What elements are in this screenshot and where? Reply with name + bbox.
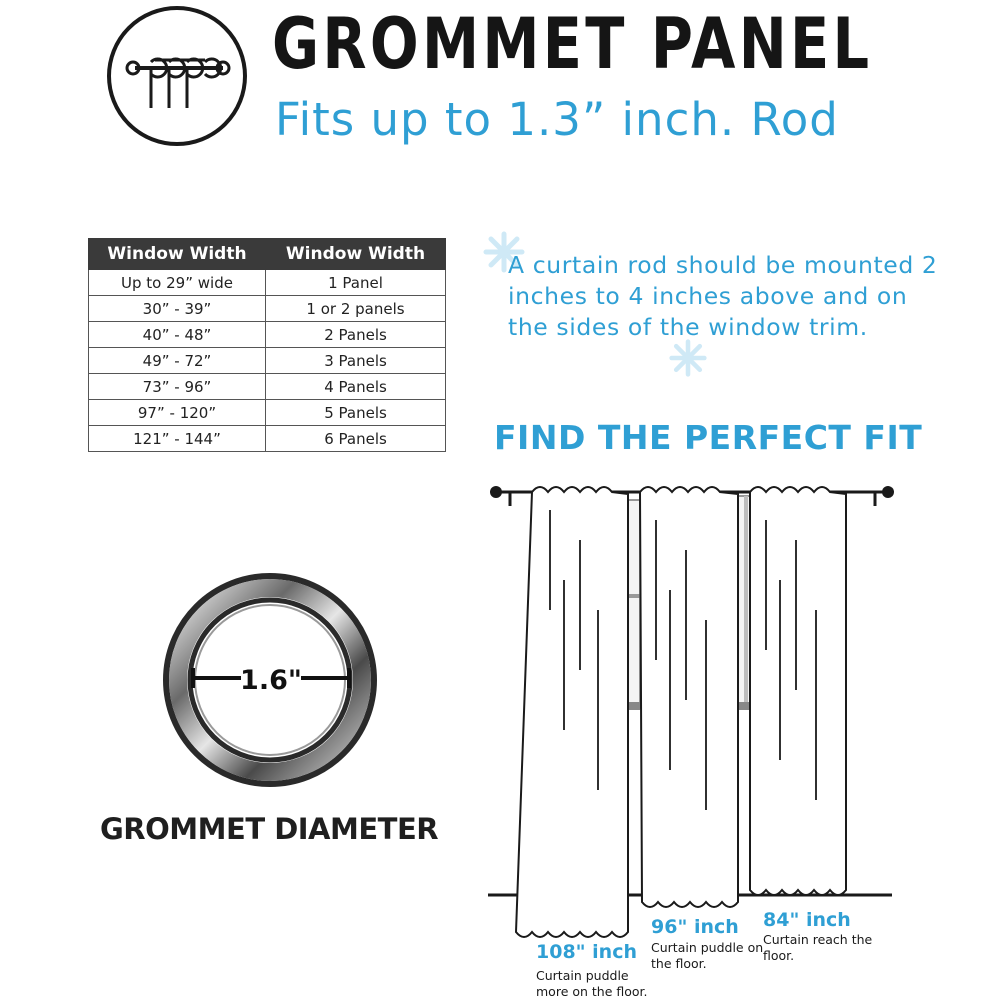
table-cell-width: 121” - 144” [89, 426, 266, 452]
table-header-cell: Window Width [89, 239, 266, 270]
sparkle-icon [668, 338, 708, 378]
grommet-diameter-label: GROMMET DIAMETER [100, 812, 439, 846]
table-row [89, 400, 446, 426]
table-cell-width: 40” - 48” [89, 322, 266, 348]
table-cell-width: 30” - 39” [89, 296, 266, 322]
table-row [89, 322, 446, 348]
table-cell-width: 49” - 72” [89, 348, 266, 374]
fit-section-title: FIND THE PERFECT FIT [494, 418, 923, 457]
table-cell-panels: 6 Panels [266, 426, 446, 452]
curtain-rod-icon [111, 10, 243, 142]
table-cell-width: 73” - 96” [89, 374, 266, 400]
curtain-illustration-icon [480, 470, 900, 950]
table-cell-panels: 4 Panels [266, 374, 446, 400]
table-header-row [89, 239, 446, 270]
curtain-96-desc: Curtain puddle on the floor. [651, 940, 764, 971]
page-title: GROMMET PANEL [272, 3, 873, 85]
grommet-diameter-value: 1.6" [240, 665, 302, 696]
table-header-cell: Window Width [266, 239, 446, 270]
curtain-96-length: 96" inch [651, 916, 739, 938]
logo-badge [107, 6, 247, 146]
curtain-108-desc: Curtain puddle more on the floor. [536, 968, 648, 999]
grommet-ring-icon [155, 565, 385, 795]
table-cell-width: Up to 29” wide [89, 270, 266, 296]
table-row [89, 348, 446, 374]
table-row [89, 426, 446, 452]
table-row [89, 296, 446, 322]
mounting-tip-text: A curtain rod should be mounted 2 inches to 4 inches above and on the sides of the window trim. [508, 251, 938, 341]
table-cell-panels: 5 Panels [266, 400, 446, 426]
table-cell-panels: 1 Panel [266, 270, 446, 296]
table-row [89, 374, 446, 400]
curtain-84-length: 84" inch [763, 909, 851, 931]
table-cell-panels: 3 Panels [266, 348, 446, 374]
table-cell-panels: 1 or 2 panels [266, 296, 446, 322]
curtain-84-desc: Curtain reach the floor. [763, 932, 873, 963]
curtain-108-length: 108" inch [536, 941, 638, 963]
table-cell-panels: 2 Panels [266, 322, 446, 348]
table-cell-width: 97” - 120” [89, 400, 266, 426]
window-width-table [88, 238, 446, 452]
table-row [89, 270, 446, 296]
page-subtitle: Fits up to 1.3” inch. Rod [275, 93, 839, 146]
